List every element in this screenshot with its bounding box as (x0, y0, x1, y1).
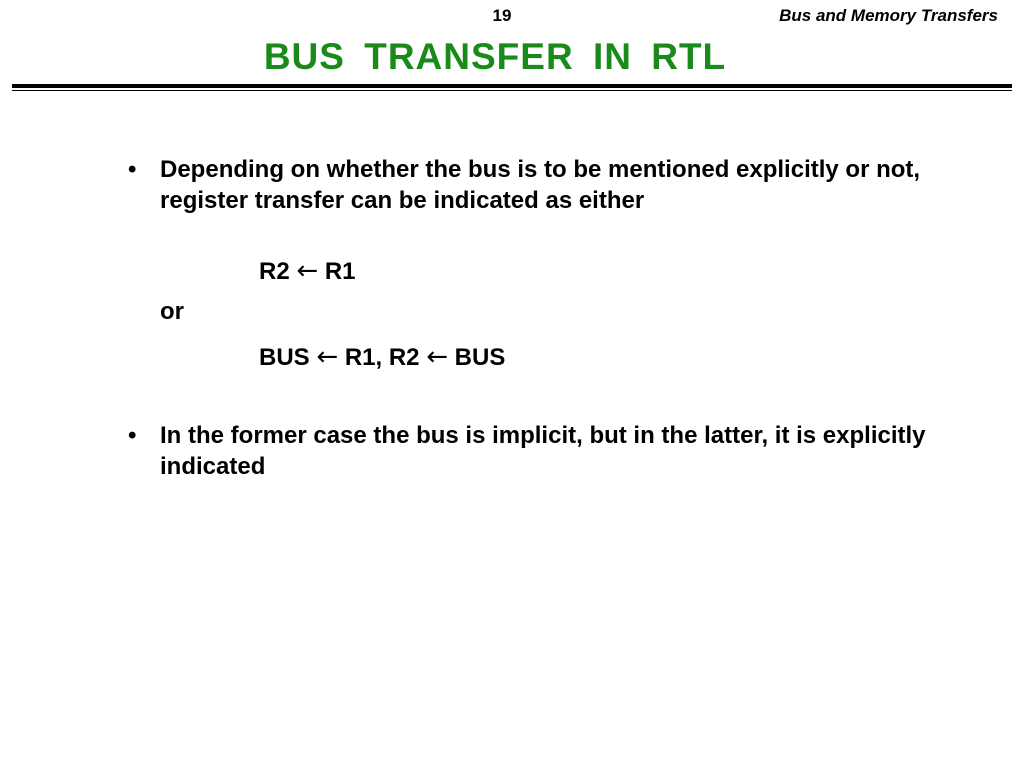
expression-explicit (259, 342, 505, 372)
connector-word: or (160, 298, 184, 325)
expression-implicit (259, 256, 356, 286)
bullet-text: Depending on whether the bus is to be mentioned explicitly or not, register transfer can be indicated as either (160, 156, 921, 214)
left-arrow-icon: ← (316, 342, 339, 372)
bus-dest: BUS (259, 344, 310, 371)
bullet-marker: • (128, 422, 137, 449)
slide-title: BUS TRANSFER IN RTL (263, 36, 727, 77)
register-dest: R2 (388, 344, 420, 371)
bullet-marker: • (128, 156, 137, 183)
title-rule-thick (12, 84, 1012, 88)
bus-src: BUS (454, 344, 506, 371)
left-arrow-icon: ← (296, 256, 319, 286)
register-dest: R2 (259, 258, 290, 285)
section-title: Bus and Memory Transfers (779, 6, 998, 25)
bullet-text: In the former case the bus is implicit, but in the latter, it is explicitly indicated (160, 422, 926, 480)
title-rule-thin (12, 90, 1012, 91)
bullet-item-2 (128, 420, 950, 482)
register-src: R1 (324, 258, 356, 285)
bullet-item-1 (128, 154, 950, 216)
register-src: R1, (344, 344, 383, 371)
page-number: 19 (492, 6, 512, 25)
left-arrow-icon: ← (426, 342, 448, 372)
